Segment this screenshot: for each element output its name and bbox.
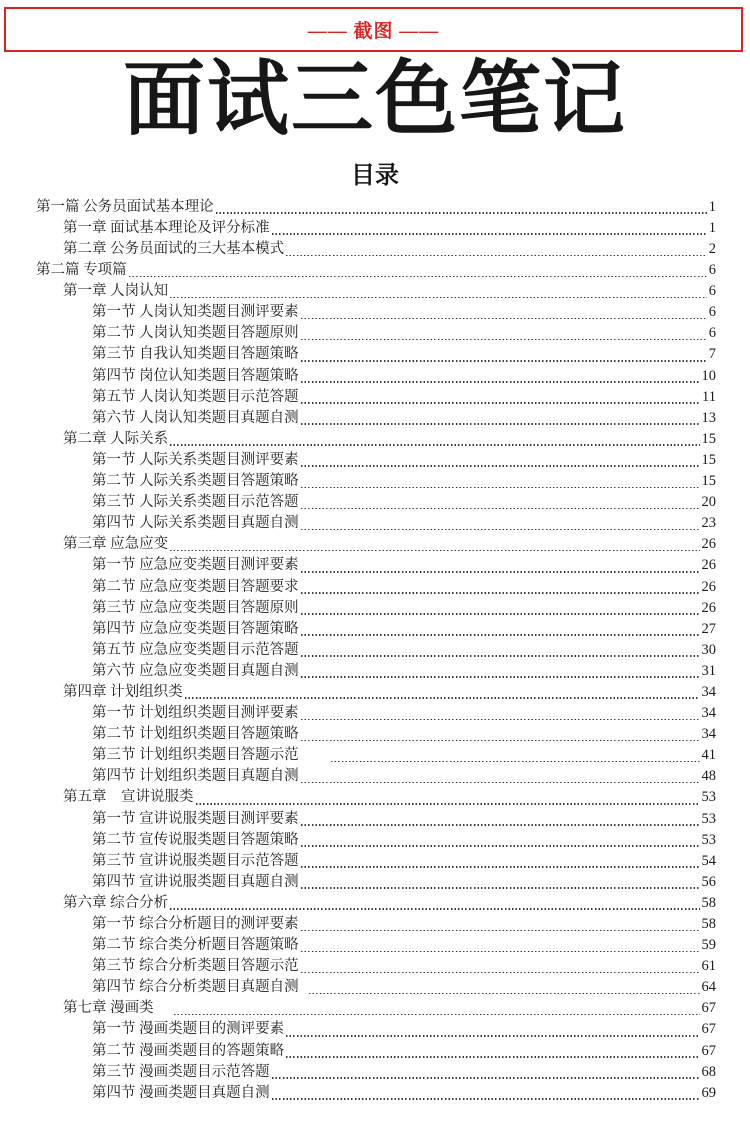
- toc-entry: [36, 682, 716, 703]
- toc-dot-leader: [301, 703, 700, 724]
- toc-page-number: 53: [701, 789, 716, 806]
- toc-entry-title: 第一节 人岗认知类题目测评要素: [92, 304, 299, 321]
- toc-entry-title: 第五章 宣讲说服类: [63, 789, 194, 806]
- toc-entry: [36, 935, 716, 956]
- toc-entry: [36, 197, 716, 218]
- toc-entry: [36, 640, 716, 661]
- toc-dot-leader: [301, 766, 700, 787]
- toc-page-number: 15: [701, 451, 716, 468]
- toc-entry-title: 第二节 应急应变类题目答题要求: [92, 578, 299, 595]
- toc-entry: [36, 703, 716, 724]
- toc-page-number: 10: [701, 367, 716, 384]
- toc-page-number: 1: [708, 219, 716, 236]
- toc-dot-leader: [301, 302, 707, 323]
- toc-entry: [36, 450, 716, 471]
- toc-entry-title: 第六章 综合分析: [63, 894, 169, 911]
- toc-entry: [36, 218, 716, 239]
- toc-entry-title: 第一节 计划组织类题目测评要素: [92, 705, 299, 722]
- toc-dot-leader: [301, 851, 700, 872]
- toc-entry: [36, 619, 716, 640]
- toc-entry-title: 第一节 漫画类题目的测评要素: [92, 1021, 285, 1038]
- toc-entry-title: 第一章 面试基本理论及评分标准: [63, 219, 270, 236]
- toc-entry-title: 第四节 岗位认知类题目答题策略: [92, 367, 299, 384]
- toc-page-number: 34: [701, 683, 716, 700]
- toc-page-number: 26: [701, 557, 716, 574]
- toc-dot-leader: [301, 366, 700, 387]
- toc-entry-title: 第四节 应急应变类题目答题策略: [92, 620, 299, 637]
- toc-entry: [36, 281, 716, 302]
- toc-entry-title: 第四节 综合分析类题目真题自测: [92, 979, 299, 996]
- toc-dot-leader: [301, 450, 700, 471]
- toc-page-number: 58: [701, 894, 716, 911]
- screenshot-banner-label: —— 截图 ——: [307, 21, 440, 42]
- toc-entry-title: 第三节 自我认知类题目答题策略: [92, 346, 299, 363]
- toc-entry: [36, 513, 716, 534]
- toc-page-number: 30: [701, 641, 716, 658]
- toc-entry-title: 第二节 综合类分析题目答题策略: [92, 937, 299, 954]
- toc-page-number: 48: [701, 768, 716, 785]
- toc-entry: [36, 1083, 716, 1104]
- toc-entry: [36, 830, 716, 851]
- toc-dot-leader: [286, 239, 707, 260]
- toc-entry: [36, 766, 716, 787]
- toc-entry-title: 第三节 宣讲说服类题目示范答题: [92, 852, 299, 869]
- toc-entry: [36, 661, 716, 682]
- toc-entry: [36, 1062, 716, 1083]
- toc-entry-title: 第三节 综合分析类题目答题示范: [92, 958, 299, 975]
- toc-page-number: 56: [701, 873, 716, 890]
- toc-page-number: 31: [701, 662, 716, 679]
- toc-entry-title: 第二节 漫画类题目的答题策略: [92, 1042, 285, 1059]
- toc-entry: [36, 977, 716, 998]
- toc-entry: [36, 872, 716, 893]
- toc-dot-leader: [129, 260, 707, 281]
- toc-page-number: 23: [701, 515, 716, 532]
- toc-page-number: 6: [708, 325, 716, 342]
- toc-entry-title: 第二篇 专项篇: [36, 262, 127, 279]
- toc-dot-leader: [301, 809, 700, 830]
- toc-entry: [36, 323, 716, 344]
- toc-page-number: 6: [708, 262, 716, 279]
- toc-dot-leader: [309, 977, 700, 998]
- toc-entry: [36, 809, 716, 830]
- toc-page-number: 15: [701, 473, 716, 490]
- toc-entry: [36, 387, 716, 408]
- toc-entry-title: 第一节 宣讲说服类题目测评要素: [92, 810, 299, 827]
- toc-dot-leader: [301, 640, 700, 661]
- toc-entry: [36, 239, 716, 260]
- toc-dot-leader: [301, 661, 700, 682]
- toc-dot-leader: [170, 429, 699, 450]
- toc-dot-leader: [301, 344, 707, 365]
- toc-entry-title: 第二节 人际关系类题目答题策略: [92, 473, 299, 490]
- toc-dot-leader: [174, 998, 700, 1019]
- toc-page-number: 58: [701, 916, 716, 933]
- toc-page-number: 13: [701, 409, 716, 426]
- toc-page-number: 2: [708, 241, 716, 258]
- toc-page-number: 15: [701, 430, 716, 447]
- toc-dot-leader: [301, 471, 700, 492]
- toc-dot-leader: [301, 598, 700, 619]
- toc-entry-title: 第四节 人际关系类题目真题自测: [92, 515, 299, 532]
- toc-page-number: 6: [708, 304, 716, 321]
- toc-entry: [36, 492, 716, 513]
- toc-entry: [36, 914, 716, 935]
- toc-dot-leader: [286, 1041, 699, 1062]
- toc-page-number: 67: [701, 1042, 716, 1059]
- toc-entry-title: 第三节 计划组织类题目答题示范: [92, 747, 299, 764]
- toc-dot-leader: [301, 323, 707, 344]
- toc-entry-title: 第四节 宣讲说服类题目真题自测: [92, 873, 299, 890]
- toc-entry: [36, 260, 716, 281]
- document-title: 面试三色笔记: [122, 54, 627, 145]
- toc-dot-leader: [216, 197, 707, 218]
- toc-entry: [36, 956, 716, 977]
- toc-dot-leader: [272, 1083, 700, 1104]
- toc-entry: [36, 534, 716, 555]
- toc-entry-title: 第四节 漫画类题目真题自测: [92, 1084, 270, 1101]
- toc-dot-leader: [301, 555, 700, 576]
- toc-entry-title: 第四节 计划组织类题目真题自测: [92, 768, 299, 785]
- toc-page-number: 7: [708, 346, 716, 363]
- toc-heading: 目录: [351, 162, 399, 189]
- toc-entry-title: 第一节 综合分析题目的测评要素: [92, 916, 299, 933]
- toc-page-number: 34: [701, 726, 716, 743]
- toc-entry: [36, 577, 716, 598]
- toc-entry-title: 第三节 漫画类题目示范答题: [92, 1063, 270, 1080]
- toc-entry-title: 第二节 宣传说服类题目答题策略: [92, 831, 299, 848]
- toc-entry-title: 第七章 漫画类: [63, 1000, 154, 1017]
- toc-entry-title: 第二章 人际关系: [63, 430, 169, 447]
- toc-entry-title: 第二章 公务员面试的三大基本模式: [63, 241, 285, 258]
- toc-page-number: 20: [701, 494, 716, 511]
- toc-page-number: 59: [701, 937, 716, 954]
- toc-entry: [36, 408, 716, 429]
- toc-page-number: 53: [701, 810, 716, 827]
- toc-page-number: 6: [708, 283, 716, 300]
- toc-page-number: 67: [701, 1021, 716, 1038]
- toc-page-number: 54: [701, 852, 716, 869]
- toc-entry: [36, 724, 716, 745]
- toc-entry: [36, 893, 716, 914]
- toc-entry: [36, 598, 716, 619]
- toc-entry-title: 第五节 人岗认知类题目示范答题: [92, 388, 299, 405]
- toc-dot-leader: [301, 577, 700, 598]
- toc-page-number: 41: [701, 747, 716, 764]
- toc-entry-title: 第一篇 公务员面试基本理论: [36, 198, 214, 215]
- toc-dot-leader: [286, 1019, 699, 1040]
- toc-dot-leader: [170, 893, 699, 914]
- toc-page-number: 69: [701, 1084, 716, 1101]
- toc-entry-title: 第三节 人际关系类题目示范答题: [92, 494, 299, 511]
- toc-entry: [36, 471, 716, 492]
- toc-page-number: 1: [708, 198, 716, 215]
- toc-page-number: 26: [701, 536, 716, 553]
- toc-dot-leader: [301, 408, 700, 429]
- toc-dot-leader: [301, 914, 700, 935]
- toc-page-number: 67: [701, 1000, 716, 1017]
- toc-page-number: 34: [701, 705, 716, 722]
- toc-entry: [36, 429, 716, 450]
- toc-entry: [36, 998, 716, 1019]
- toc-entry: [36, 302, 716, 323]
- toc-dot-leader: [301, 492, 700, 513]
- toc-entry-title: 第六节 人岗认知类题目真题自测: [92, 409, 299, 426]
- toc-dot-leader: [170, 281, 707, 302]
- toc-entry-title: 第一节 人际关系类题目测评要素: [92, 451, 299, 468]
- screenshot-banner: [4, 7, 743, 52]
- toc-page-number: 11: [702, 388, 716, 405]
- toc-dot-leader: [331, 745, 700, 766]
- toc-entry-title: 第一节 应急应变类题目测评要素: [92, 557, 299, 574]
- toc-entry: [36, 1041, 716, 1062]
- toc-dot-leader: [301, 513, 700, 534]
- toc-dot-leader: [301, 956, 700, 977]
- toc-entry: [36, 745, 716, 766]
- toc-page-number: 27: [701, 620, 716, 637]
- toc-page-number: 68: [701, 1063, 716, 1080]
- toc-dot-leader: [301, 935, 700, 956]
- toc-dot-leader: [185, 682, 700, 703]
- toc-entry-title: 第四章 计划组织类: [63, 683, 183, 700]
- toc-entry-title: 第二节 计划组织类题目答题策略: [92, 726, 299, 743]
- toc-dot-leader: [272, 1062, 700, 1083]
- toc-page-number: 26: [701, 599, 716, 616]
- toc-entry: [36, 1019, 716, 1040]
- toc-entry-title: 第五节 应急应变类题目示范答题: [92, 641, 299, 658]
- toc-entry-title: 第三节 应急应变类题目答题原则: [92, 599, 299, 616]
- toc-entry: [36, 787, 716, 808]
- toc-entry: [36, 851, 716, 872]
- toc-entry: [36, 344, 716, 365]
- toc-dot-leader: [301, 830, 700, 851]
- toc-page-number: 61: [701, 958, 716, 975]
- toc-entry-title: 第六节 应急应变类题目真题自测: [92, 662, 299, 679]
- table-of-contents: [0, 197, 750, 1104]
- toc-dot-leader: [301, 387, 700, 408]
- toc-page-number: 64: [701, 979, 716, 996]
- toc-dot-leader: [196, 787, 700, 808]
- toc-page-number: 26: [701, 578, 716, 595]
- toc-page-number: 53: [701, 831, 716, 848]
- toc-entry-title: 第二节 人岗认知类题目答题原则: [92, 325, 299, 342]
- toc-entry-title: 第一章 人岗认知: [63, 283, 169, 300]
- toc-entry-title: 第三章 应急应变: [63, 536, 169, 553]
- toc-entry: [36, 555, 716, 576]
- toc-dot-leader: [301, 619, 700, 640]
- toc-dot-leader: [301, 724, 700, 745]
- toc-dot-leader: [170, 534, 699, 555]
- toc-entry: [36, 366, 716, 387]
- toc-dot-leader: [301, 872, 700, 893]
- toc-dot-leader: [272, 218, 707, 239]
